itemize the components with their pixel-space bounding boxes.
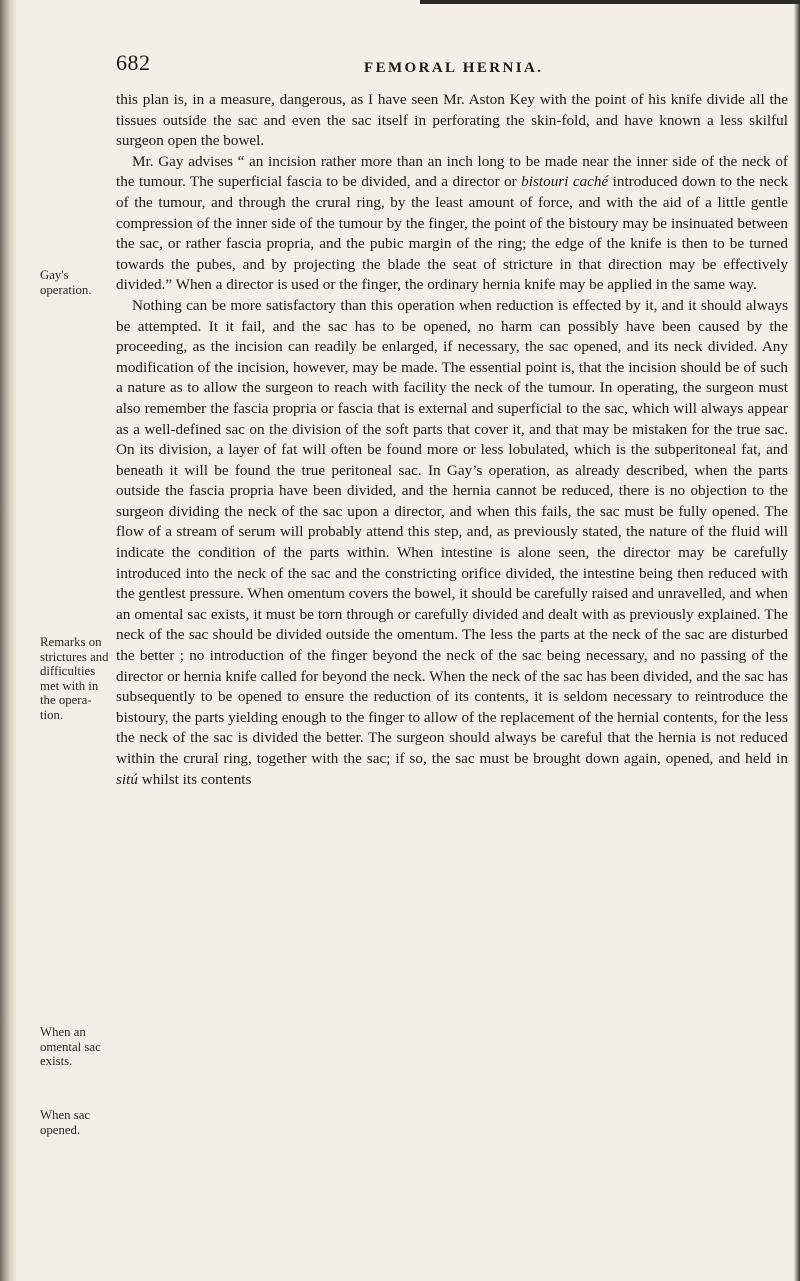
margin-note-remarks-on-strictures: Remarks on strictures and difficulties met with in the opera- tion.: [40, 635, 109, 722]
page-edge-shadow: [794, 0, 800, 1281]
paragraph-text: Mr. Gay advises “ an incision rather more than an inch long to be made near the inner side of the neck of the tumour. The superficial fascia to be divided, and a director or: [116, 152, 788, 191]
body-text: [116, 90, 788, 790]
top-edge-rule: [420, 0, 800, 4]
italic-term: sitú: [116, 770, 138, 788]
paragraph-remarks: [116, 296, 788, 790]
running-head: [116, 50, 786, 80]
paragraph-continuation: this plan is, in a measure, dangerous, as I have seen Mr. Aston Key with the point of his knife divide all the tissues outside the sac and even the sac itself in perforating the skin-fold, and have known a less skilful surgeon open the bowel.: [116, 91, 788, 150]
paragraph-text: Nothing can be more satisfactory than this operation when reduction is effected by it, and it should always be attempted. It it fail, and the sac has to be opened, no harm can possibly have been caused by the proceeding, as the incision can readily be enlarged, if necessary, the sac opened, and its neck divided. Any modification of the incision, however, may be made. The essential point is, that the incision should be of such a nature as to allow the surgeon to reach with facility the neck of the tumour. In operating, the surgeon must also remember the fascia propria or fascia that is external and superficial to the sac, which will always appear as a well-defined sac on the division of the soft parts that cover it, and that may be mistaken for the true sac. On its division, a layer of fat will often be found more or less lobulated, which is the subperitoneal fat, and beneath it will be found the true peritoneal sac. In Gay’s operation, as already described, when the parts outside the fascia propria have been divided, and the hernia cannot be reduced, there is no objection to the surgeon dividing the neck of the sac upon a director, and when this fails, the sac must be fully opened. The flow of a stream of serum will probably attend this step, and, as previously stated, the nature of the fluid will indicate the condition of the parts within. When intestine is alone seen, the director may be carefully introduced into the neck of the sac and the constricting orifice divided, the intestine being then reduced with the gentlest pressure. When omentum covers the bowel, it should be carefully raised and unravelled, and when an omental sac exists, it must be torn through or carefully divided and dealt with as previously explained. The neck of the sac should be divided outside the omentum. The less the parts at the neck of the sac are disturbed the better ; no introduction of the finger beyond the neck of the sac being necessary, and no passing of the director or hernia knife called for beyond the neck. When the neck of the sac has been divided, and the sac has subsequently to be opened to ensure the reduction of its contents, it is seldom necessary to reintroduce the bistoury, the parts yielding enough to the finger to allow of the replacement of the hernial contents, for the less the neck of the sac is divided the better. The surgeon should always be careful that the hernia is not reduced within the crural ring, together with the sac; if so, the sac must be brought down again, opened, and held in: [116, 296, 788, 767]
italic-term: bistouri caché: [521, 173, 609, 191]
paragraph-text: introduced down to the neck of the tumour, and through the crural ring, by the least amount of force, and with the aid of a little gentle compression of the inner side of the tumour by the finger, the point of the bistoury may be insinuated between the sac, or rather fascia propria, and the pubic margin of the ring; the edge of the knife is then to be turned towards the pubes, and by projecting the blade the seat of stricture in that direction may be effectively divided.” When a director is used or the finger, the ordinary hernia knife may be applied in the same way.: [116, 173, 788, 294]
running-title: FEMORAL HERNIA.: [364, 60, 544, 76]
margin-note-omental-sac: When an omental sac exists.: [40, 1025, 101, 1068]
page-number: 682: [116, 50, 151, 75]
book-gutter-shadow: [0, 0, 16, 1281]
margin-note-gays-operation: Gay's operation.: [40, 268, 92, 297]
margin-note-sac-opened: When sac opened.: [40, 1108, 91, 1137]
paragraph-gays-operation: [116, 152, 788, 296]
paragraph-text: whilst its contents: [137, 770, 252, 788]
